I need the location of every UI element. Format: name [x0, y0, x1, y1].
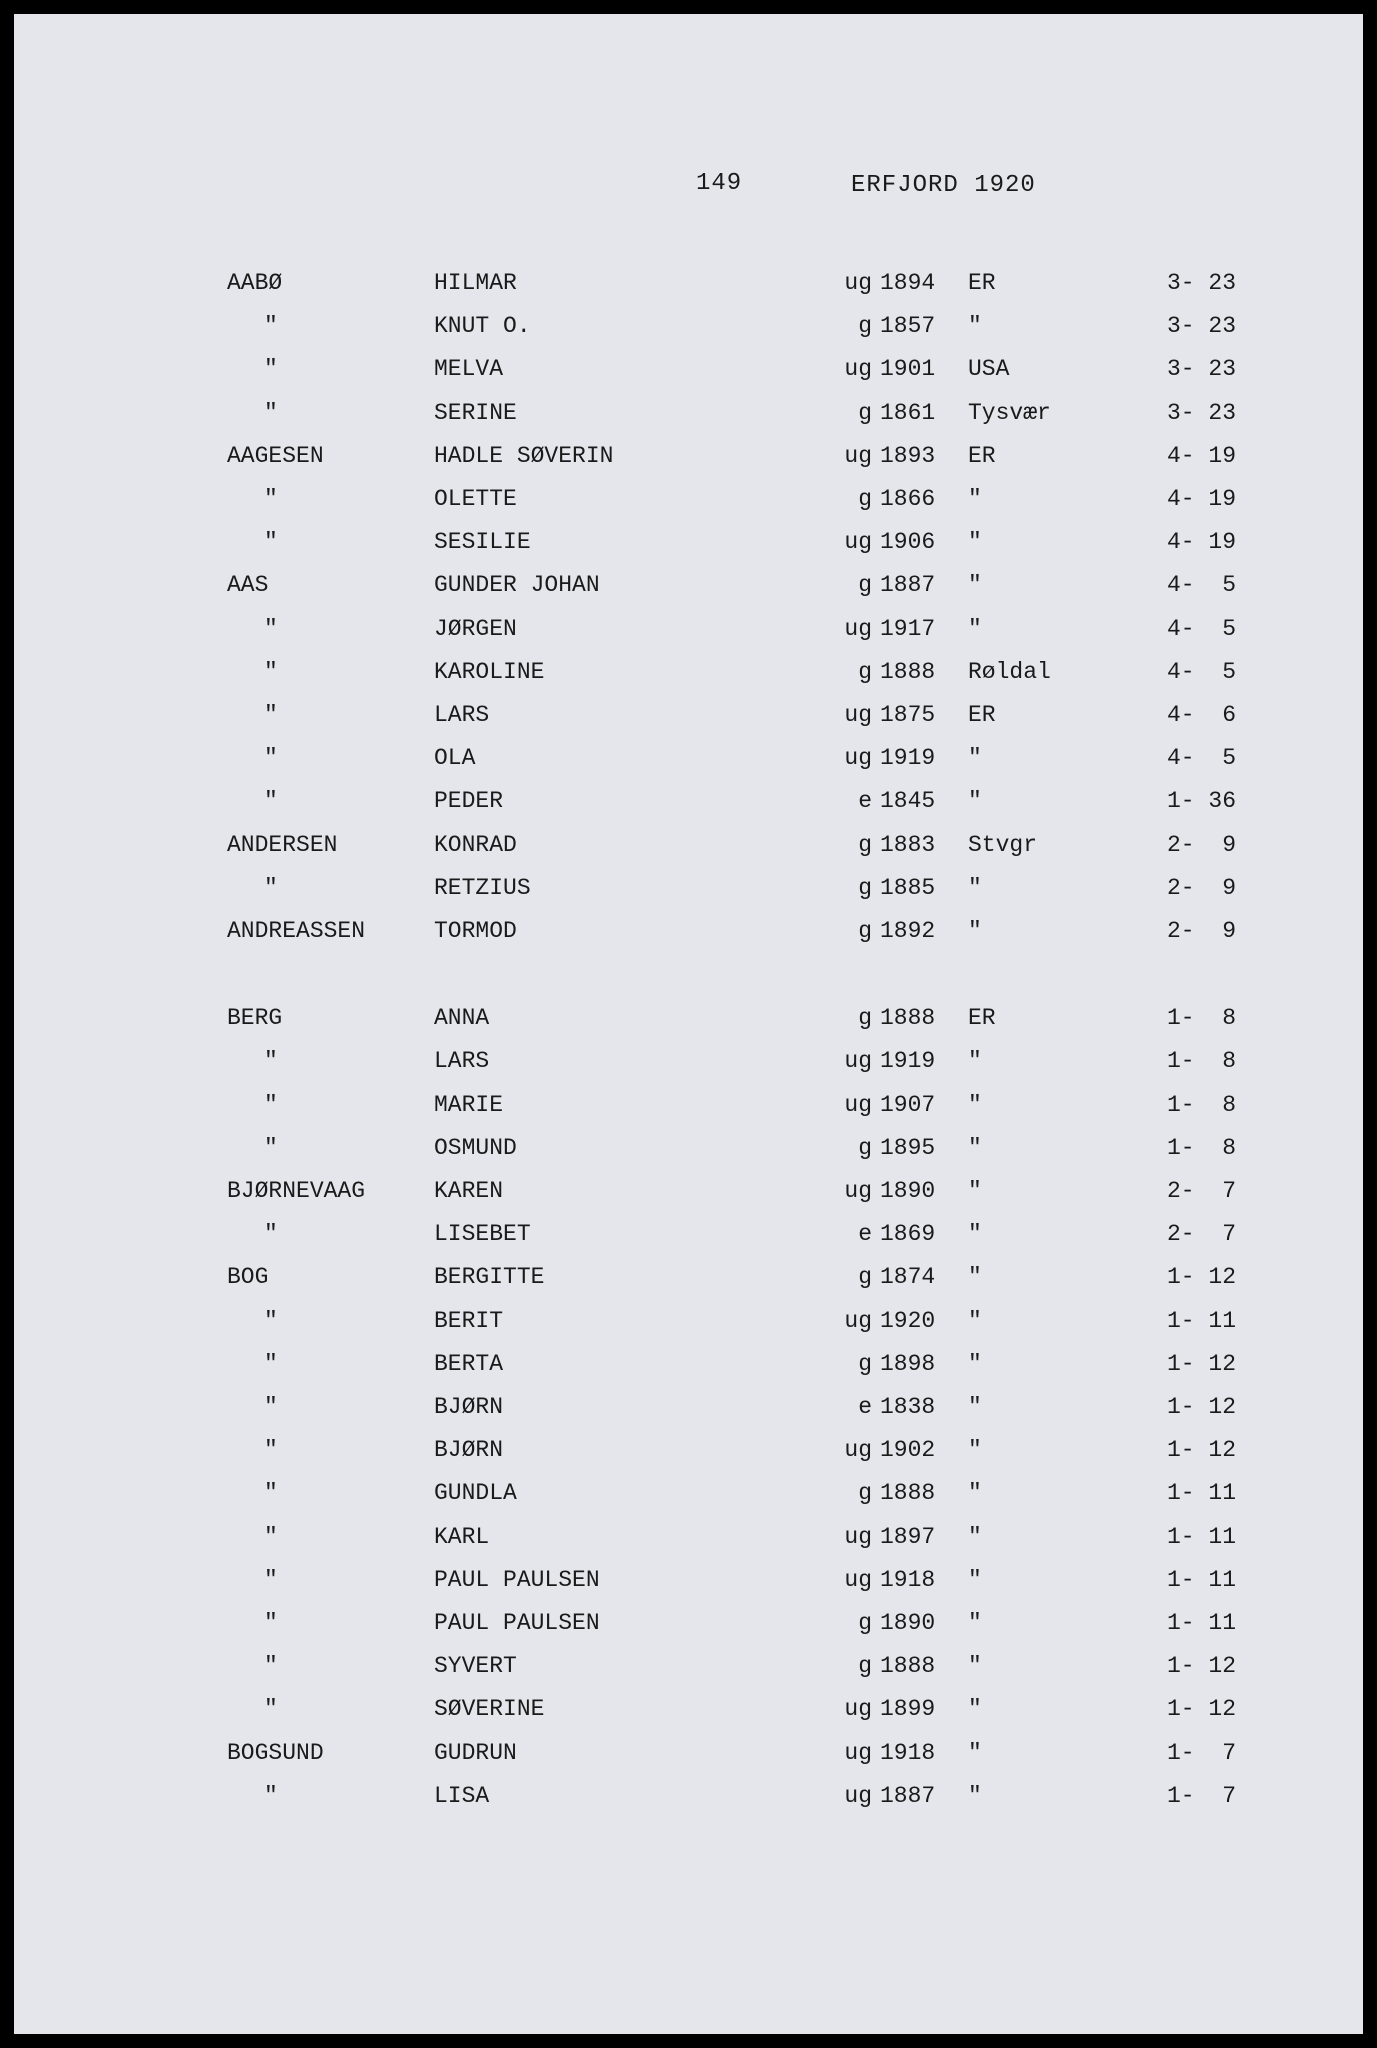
household-ref-cell: 1- 12 — [1166, 1264, 1236, 1291]
given-name-cell: BERGITTE — [434, 1264, 545, 1291]
household-ref-cell: 1- 12 — [1166, 1653, 1236, 1680]
household-ref-cell: 1- 36 — [1166, 788, 1236, 815]
given-name-cell: KAROLINE — [434, 658, 545, 685]
table-row — [14, 1524, 1363, 1560]
household-ref-cell: 2- 9 — [1166, 874, 1236, 901]
household-ref-cell: 4- 5 — [1166, 658, 1236, 685]
given-name-cell: BJØRN — [434, 1437, 504, 1464]
given-name-cell: JØRGEN — [434, 615, 517, 642]
table-row — [14, 832, 1363, 868]
table-row — [14, 1480, 1363, 1516]
birth-place-cell: " — [968, 1350, 982, 1377]
marital-status-cell: ug — [844, 1739, 872, 1766]
table-row — [14, 356, 1363, 392]
marital-status-cell: e — [858, 788, 872, 815]
table-row — [14, 1351, 1363, 1387]
birth-place-cell: ER — [968, 702, 996, 728]
surname-cell: " — [264, 1221, 278, 1248]
birth-year-cell: 1907 — [880, 1091, 936, 1118]
surname-cell: " — [264, 658, 278, 685]
birth-place-cell: Røldal — [968, 658, 1051, 685]
surname-cell: " — [264, 529, 278, 556]
table-row — [14, 572, 1363, 608]
birth-place-cell: " — [968, 1566, 982, 1593]
household-ref-cell: 1- 12 — [1166, 1350, 1236, 1377]
surname-cell: " — [264, 1566, 278, 1593]
given-name-cell: TORMOD — [434, 918, 517, 944]
birth-year-cell: 1901 — [880, 356, 936, 383]
given-name-cell: KONRAD — [434, 831, 517, 858]
table-row — [14, 1740, 1363, 1776]
given-name-cell: BJØRN — [434, 1394, 504, 1420]
household-ref-cell: 1- 8 — [1166, 1005, 1236, 1032]
surname-cell: " — [264, 615, 278, 642]
surname-cell: " — [264, 1437, 278, 1464]
birth-place-cell: " — [968, 1264, 982, 1291]
surname-cell: ANDREASSEN — [227, 918, 366, 944]
surname-cell: " — [264, 1134, 278, 1161]
household-ref-cell: 4- 5 — [1166, 745, 1236, 772]
table-row — [14, 1783, 1363, 1819]
given-name-cell: MELVA — [434, 356, 504, 383]
birth-place-cell: " — [968, 1048, 982, 1075]
marital-status-cell: g — [858, 399, 872, 426]
marital-status-cell: e — [858, 1394, 872, 1420]
birth-year-cell: 1890 — [880, 1610, 936, 1636]
surname-cell: " — [264, 1480, 278, 1507]
birth-year-cell: 1918 — [880, 1566, 936, 1593]
birth-year-cell: 1917 — [880, 615, 936, 642]
census-list — [14, 14, 1363, 2034]
surname-cell: " — [264, 1610, 278, 1636]
table-row — [14, 875, 1363, 911]
surname-cell: " — [264, 1523, 278, 1550]
birth-year-cell: 1895 — [880, 1134, 936, 1161]
marital-status-cell: g — [858, 658, 872, 685]
birth-place-cell: " — [968, 1696, 982, 1723]
given-name-cell: BERIT — [434, 1307, 504, 1334]
household-ref-cell: 1- 12 — [1166, 1696, 1236, 1723]
marital-status-cell: ug — [844, 270, 872, 296]
given-name-cell: SYVERT — [434, 1653, 517, 1680]
birth-year-cell: 1845 — [880, 788, 936, 815]
marital-status-cell: g — [858, 1610, 872, 1636]
birth-place-cell: " — [968, 918, 982, 944]
given-name-cell: KARL — [434, 1523, 490, 1550]
surname-cell: BJØRNEVAAG — [227, 1178, 366, 1204]
birth-year-cell: 1890 — [880, 1178, 936, 1204]
table-row — [14, 486, 1363, 522]
given-name-cell: MARIE — [434, 1091, 504, 1118]
given-name-cell: GUDRUN — [434, 1739, 517, 1766]
table-row — [14, 1221, 1363, 1257]
table-row — [14, 1437, 1363, 1473]
birth-year-cell: 1899 — [880, 1696, 936, 1723]
marital-status-cell: g — [858, 1653, 872, 1680]
birth-year-cell: 1875 — [880, 702, 936, 728]
household-ref-cell: 3- 23 — [1166, 356, 1236, 383]
surname-cell: AAS — [227, 572, 269, 599]
household-ref-cell: 3- 23 — [1166, 313, 1236, 340]
birth-year-cell: 1919 — [880, 745, 936, 772]
birth-place-cell: " — [968, 1610, 982, 1636]
marital-status-cell: g — [858, 1005, 872, 1032]
marital-status-cell: g — [858, 1480, 872, 1507]
birth-place-cell: " — [968, 1178, 982, 1204]
page-number: 149 — [696, 170, 743, 197]
table-row — [14, 702, 1363, 738]
given-name-cell: SESILIE — [434, 529, 531, 556]
birth-place-cell: " — [968, 1221, 982, 1248]
surname-cell: " — [264, 874, 278, 901]
household-ref-cell: 4- 19 — [1166, 486, 1236, 512]
birth-year-cell: 1888 — [880, 1480, 936, 1507]
given-name-cell: LISEBET — [434, 1221, 531, 1248]
household-ref-cell: 3- 23 — [1166, 270, 1236, 296]
table-row — [14, 270, 1363, 306]
birth-place-cell: " — [968, 745, 982, 772]
marital-status-cell: g — [858, 874, 872, 901]
marital-status-cell: ug — [844, 1307, 872, 1334]
birth-year-cell: 1888 — [880, 1653, 936, 1680]
birth-place-cell: USA — [968, 356, 1010, 383]
birth-place-cell: " — [968, 874, 982, 901]
marital-status-cell: g — [858, 1350, 872, 1377]
surname-cell: " — [264, 702, 278, 728]
birth-place-cell: " — [968, 313, 982, 340]
table-row — [14, 1567, 1363, 1603]
birth-place-cell: ER — [968, 442, 996, 469]
marital-status-cell: g — [858, 1264, 872, 1291]
table-row — [14, 1308, 1363, 1344]
given-name-cell: SØVERINE — [434, 1696, 545, 1723]
surname-cell: " — [264, 1048, 278, 1075]
birth-year-cell: 1897 — [880, 1523, 936, 1550]
surname-cell: " — [264, 1394, 278, 1420]
birth-place-cell: " — [968, 572, 982, 599]
surname-cell: " — [264, 356, 278, 383]
surname-cell: " — [264, 313, 278, 340]
marital-status-cell: ug — [844, 1048, 872, 1075]
table-row — [14, 1005, 1363, 1041]
table-row — [14, 1135, 1363, 1171]
given-name-cell: OSMUND — [434, 1134, 517, 1161]
given-name-cell: LISA — [434, 1782, 490, 1809]
document-page — [14, 14, 1363, 2034]
marital-status-cell: ug — [844, 1782, 872, 1809]
marital-status-cell: ug — [844, 356, 872, 383]
birth-place-cell: " — [968, 1782, 982, 1809]
household-ref-cell: 1- 12 — [1166, 1394, 1236, 1420]
birth-place-cell: " — [968, 1134, 982, 1161]
birth-place-cell: Tysvær — [968, 399, 1051, 426]
given-name-cell: HILMAR — [434, 270, 517, 296]
marital-status-cell: ug — [844, 745, 872, 772]
birth-place-cell: " — [968, 1480, 982, 1507]
birth-place-cell: " — [968, 1307, 982, 1334]
surname-cell: BOGSUND — [227, 1739, 324, 1766]
birth-year-cell: 1857 — [880, 313, 936, 340]
marital-status-cell: g — [858, 313, 872, 340]
table-row — [14, 313, 1363, 349]
given-name-cell: SERINE — [434, 399, 517, 426]
marital-status-cell: g — [858, 486, 872, 512]
table-row — [14, 1610, 1363, 1646]
table-row — [14, 616, 1363, 652]
given-name-cell: ANNA — [434, 1005, 490, 1032]
household-ref-cell: 2- 7 — [1166, 1221, 1236, 1248]
household-ref-cell: 1- 11 — [1166, 1523, 1236, 1550]
given-name-cell: HADLE SØVERIN — [434, 442, 614, 469]
given-name-cell: PAUL PAULSEN — [434, 1610, 600, 1636]
birth-year-cell: 1894 — [880, 270, 936, 296]
birth-year-cell: 1874 — [880, 1264, 936, 1291]
table-row — [14, 1092, 1363, 1128]
surname-cell: " — [264, 788, 278, 815]
household-ref-cell: 2- 9 — [1166, 831, 1236, 858]
surname-cell: " — [264, 486, 278, 512]
birth-place-cell: Stvgr — [968, 831, 1038, 858]
birth-year-cell: 1888 — [880, 1005, 936, 1032]
birth-year-cell: 1861 — [880, 399, 936, 426]
marital-status-cell: ug — [844, 1091, 872, 1118]
marital-status-cell: e — [858, 1221, 872, 1248]
birth-year-cell: 1892 — [880, 918, 936, 944]
household-ref-cell: 1- 12 — [1166, 1437, 1236, 1464]
marital-status-cell: ug — [844, 1178, 872, 1204]
surname-cell: " — [264, 1350, 278, 1377]
birth-place-cell: " — [968, 1739, 982, 1766]
household-ref-cell: 1- 8 — [1166, 1091, 1236, 1118]
given-name-cell: GUNDER JOHAN — [434, 572, 600, 599]
household-ref-cell: 4- 19 — [1166, 529, 1236, 556]
household-ref-cell: 1- 11 — [1166, 1480, 1236, 1507]
birth-place-cell: " — [968, 486, 982, 512]
household-ref-cell: 4- 5 — [1166, 572, 1236, 599]
surname-cell: " — [264, 399, 278, 426]
marital-status-cell: ug — [844, 1696, 872, 1723]
table-row — [14, 788, 1363, 824]
birth-year-cell: 1883 — [880, 831, 936, 858]
birth-year-cell: 1906 — [880, 529, 936, 556]
table-row — [14, 1696, 1363, 1732]
household-ref-cell: 2- 7 — [1166, 1178, 1236, 1204]
given-name-cell: GUNDLA — [434, 1480, 517, 1507]
table-row — [14, 659, 1363, 695]
surname-cell: " — [264, 1653, 278, 1680]
marital-status-cell: g — [858, 1134, 872, 1161]
household-ref-cell: 4- 19 — [1166, 442, 1236, 469]
birth-year-cell: 1919 — [880, 1048, 936, 1075]
birth-place-cell: " — [968, 615, 982, 642]
given-name-cell: PEDER — [434, 788, 504, 815]
birth-year-cell: 1838 — [880, 1394, 936, 1420]
birth-year-cell: 1893 — [880, 442, 936, 469]
birth-year-cell: 1887 — [880, 1782, 936, 1809]
table-row — [14, 1394, 1363, 1430]
birth-place-cell: " — [968, 529, 982, 556]
given-name-cell: PAUL PAULSEN — [434, 1566, 600, 1593]
table-row — [14, 400, 1363, 436]
table-row — [14, 745, 1363, 781]
birth-year-cell: 1869 — [880, 1221, 936, 1248]
marital-status-cell: g — [858, 572, 872, 599]
birth-year-cell: 1885 — [880, 874, 936, 901]
surname-cell: " — [264, 1307, 278, 1334]
given-name-cell: RETZIUS — [434, 874, 531, 901]
marital-status-cell: ug — [844, 1523, 872, 1550]
marital-status-cell: ug — [844, 1437, 872, 1464]
given-name-cell: OLETTE — [434, 486, 517, 512]
birth-year-cell: 1902 — [880, 1437, 936, 1464]
birth-place-cell: " — [968, 1653, 982, 1680]
household-ref-cell: 1- 8 — [1166, 1048, 1236, 1075]
table-row — [14, 1048, 1363, 1084]
table-row — [14, 529, 1363, 565]
given-name-cell: LARS — [434, 702, 490, 728]
marital-status-cell: g — [858, 918, 872, 944]
given-name-cell: OLA — [434, 745, 476, 772]
given-name-cell: LARS — [434, 1048, 490, 1075]
birth-year-cell: 1866 — [880, 486, 936, 512]
birth-year-cell: 1888 — [880, 658, 936, 685]
surname-cell: " — [264, 1091, 278, 1118]
marital-status-cell: g — [858, 831, 872, 858]
surname-cell: BOG — [227, 1264, 269, 1291]
surname-cell: " — [264, 1696, 278, 1723]
table-row — [14, 1264, 1363, 1300]
birth-year-cell: 1887 — [880, 572, 936, 599]
household-ref-cell: 1- 11 — [1166, 1307, 1236, 1334]
surname-cell: AAGESEN — [227, 442, 324, 469]
birth-place-cell: " — [968, 1091, 982, 1118]
marital-status-cell: ug — [844, 702, 872, 728]
household-ref-cell: 2- 9 — [1166, 918, 1236, 944]
given-name-cell: BERTA — [434, 1350, 504, 1377]
page-title: ERFJORD 1920 — [851, 172, 1036, 199]
birth-place-cell: ER — [968, 1005, 996, 1032]
household-ref-cell: 1- 8 — [1166, 1134, 1236, 1161]
marital-status-cell: ug — [844, 442, 872, 469]
household-ref-cell: 3- 23 — [1166, 399, 1236, 426]
table-row — [14, 443, 1363, 479]
surname-cell: BERG — [227, 1005, 283, 1032]
surname-cell: ANDERSEN — [227, 831, 338, 858]
birth-year-cell: 1920 — [880, 1307, 936, 1334]
birth-place-cell: " — [968, 788, 982, 815]
surname-cell: " — [264, 745, 278, 772]
surname-cell: " — [264, 1782, 278, 1809]
marital-status-cell: ug — [844, 529, 872, 556]
birth-place-cell: " — [968, 1394, 982, 1420]
surname-cell: AABØ — [227, 270, 283, 296]
table-row — [14, 918, 1363, 954]
table-row — [14, 1653, 1363, 1689]
household-ref-cell: 1- 11 — [1166, 1566, 1236, 1593]
household-ref-cell: 1- 11 — [1166, 1610, 1236, 1636]
birth-place-cell: ER — [968, 270, 996, 296]
birth-place-cell: " — [968, 1437, 982, 1464]
marital-status-cell: ug — [844, 615, 872, 642]
household-ref-cell: 1- 7 — [1166, 1739, 1236, 1766]
marital-status-cell: ug — [844, 1566, 872, 1593]
household-ref-cell: 4- 5 — [1166, 615, 1236, 642]
birth-year-cell: 1898 — [880, 1350, 936, 1377]
birth-place-cell: " — [968, 1523, 982, 1550]
birth-year-cell: 1918 — [880, 1739, 936, 1766]
household-ref-cell: 1- 7 — [1166, 1782, 1236, 1809]
given-name-cell: KNUT O. — [434, 313, 531, 340]
given-name-cell: KAREN — [434, 1178, 504, 1204]
table-row — [14, 1178, 1363, 1214]
household-ref-cell: 4- 6 — [1166, 702, 1236, 728]
